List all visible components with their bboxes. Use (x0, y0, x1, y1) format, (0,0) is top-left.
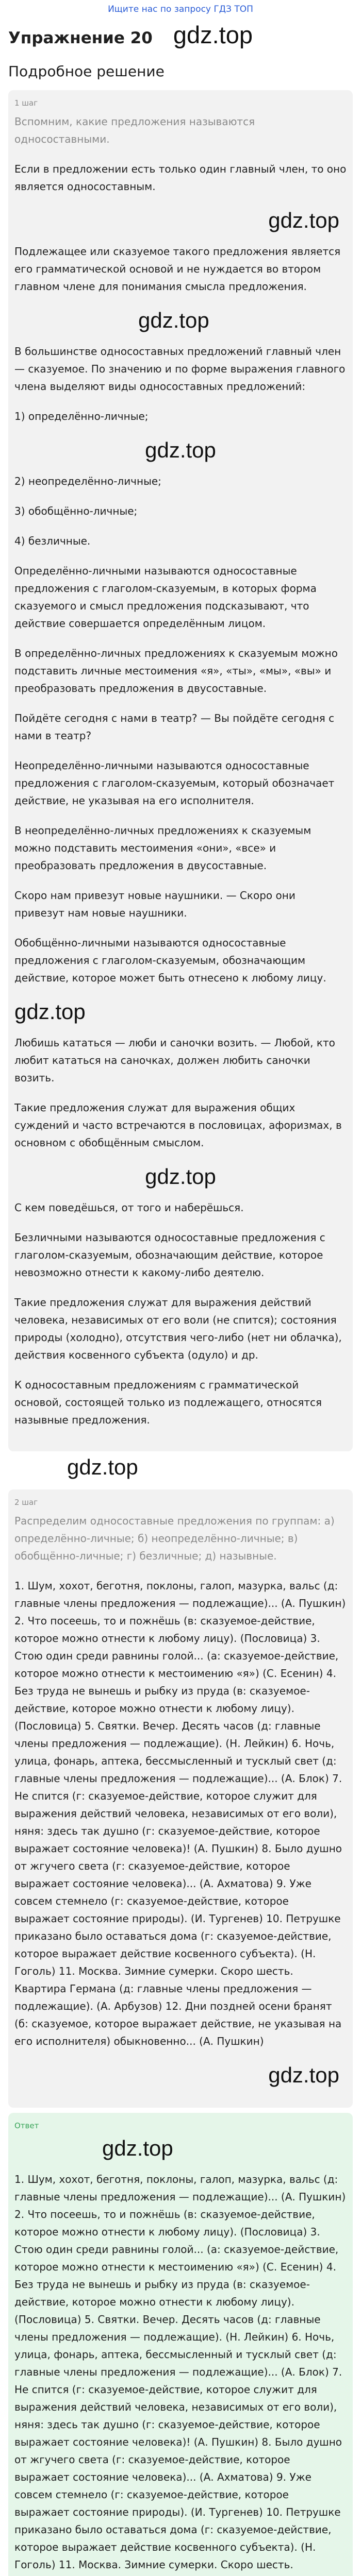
watermark: gdz.top (14, 999, 86, 1024)
step-2-text: 1. Шум, хохот, беготня, поклоны, галоп, мазурка, вальс (д: главные члены предложения — подлежащие)... (А. Пушкин) 2. Что посеешь, то и пожнёшь (в: сказуемое-действие, которое можно отнести к любому лицу). (Пословица) 3. Стою один среди равнины голой... (а: сказуемое-действие, которое можно отнести к местоимению «я») (С. Есенин) 4. Без труда не вынешь и рыбку из пруда (в: сказуемое-действие, которое можно отнести к любому лицу). (Пословица) 5. Святки. Вечер. Десять часов (д: главные члены предложения — подлежащие). (Н. Лейкин) 6. Ночь, улица, фонарь, аптека, бессмысленный и тусклый свет (д: главные члены предложения — подлежащие)... (А. Блок) 7. Не спится (г: сказуемое-действие, которое служит для выражения действий человека, независимых от его воли), няня: здесь так душно (г: сказуемое-действие, которое выражает состояние человека)! (А. Пушкин) 8. Было душно от жгучего света (г: сказуемое-действие, которое выражает состояние человека)... (А. Ахматова) 9. Уже совсем стемнело (г: сказуемое-действие, которое выражает состояние природы). (И. Тургенев) 10. Петрушке приказано было оставаться дома (г: сказуемое-действие, которое выражает действие косвенного субъекта). (Н. Гоголь) 11. Москва. Зимние сумерки. Скоро шесть. Квартира Германа (д: главные члены предложения — подлежащие). (А. Арбузов) 12. Дни поздней осени бранят (б: сказуемое, которое выражает действие, не указывая на его исполнителя) обыкновенно... (А. Пушкин) (14, 1580, 346, 2047)
exercise-title: Упражнение 20 (8, 29, 153, 47)
step-1-example: Скоро нам привезут новые наушники. — Скоро они привезут нам новые наушники. (14, 889, 296, 919)
step-1-intro: Вспомним, какие предложения называются односоставными. (14, 115, 255, 145)
step-1-panel (8, 90, 353, 1451)
step-1-paragraph: Такие предложения служат для выражения общих суждений и часто встречаются в пословицах, афоризмах, в основном с обобщённым смыслом. (14, 1101, 342, 1149)
step-1-paragraph: 3) обобщённо-личные; (14, 505, 138, 517)
step-1-paragraph: 1) определённо-личные; (14, 410, 149, 422)
watermark: gdz.top (138, 308, 209, 332)
step-2-intro: Распределим односоставные предложения по группам: а) определённо-личные; б) неопределённо-личные; в) обобщённо-личные; г) безличные; д) назывные. (14, 1515, 335, 1562)
step-2-panel (8, 1489, 353, 2108)
step-1-paragraph: Если в предложении есть только один главный член, то оно является односоставным. (14, 163, 347, 193)
watermark: gdz.top (268, 208, 339, 232)
search-us-link[interactable]: Ищите нас по запросу ГДЗ ТОП (108, 4, 253, 14)
step-1-paragraph: В большинстве односоставных предложений главный член — сказуемое. По значению и по форме выражения главного члена выделяют виды односоставных предложений: (14, 345, 346, 393)
step-1-paragraph: В неопределённо-личных предложениях к сказуемым можно подставить местоимения «они», «все» и преобразовать предложения в двусоставные. (14, 824, 311, 872)
step-1-paragraph: Подлежащее или сказуемое такого предложения является его грамматической основой и не нуждается во втором главном члене для понимания смысла предложения. (14, 245, 341, 293)
step-2-label: 2 шаг (14, 1498, 38, 1507)
step-1-paragraph: Определённо-личными называются односоставные предложения с глаголом-сказуемым, в которых форма сказуемого и смысл предложения подсказывают, что действие совершается определённым лицом. (14, 565, 317, 630)
step-1-paragraph: Безличными называются односоставные предложения с глаголом-сказуемым, обозначающим действие, которое невозможно отнести к какому-либо деятелю. (14, 1231, 325, 1279)
step-1-example: Пойдёте сегодня с нами в театр? — Вы пойдёте сегодня с нами в театр? (14, 712, 335, 742)
watermark: gdz.top (173, 21, 253, 48)
watermark: gdz.top (145, 1164, 216, 1189)
step-1-paragraph: Обобщённо-личными называются односоставные предложения с глаголом-сказуемым, обозначающим действие, которое может быть отнесено к любому лицу. (14, 937, 326, 984)
watermark: gdz.top (268, 2063, 339, 2087)
step-1-paragraph: Неопределённо-личными называются односоставные предложения с глаголом-сказуемым, который обозначает действие, не указывая на его исполнителя. (14, 759, 335, 807)
answer-panel (8, 2113, 353, 2576)
step-1-paragraph: 4) безличные. (14, 535, 91, 547)
step-1-example: Любишь кататься — люби и саночки возить. — Любой, кто любит кататься на саночках, должен любить саночки возить. (14, 1037, 335, 1084)
step-1-example: С кем поведёшься, от того и наберёшься. (14, 1201, 244, 1214)
answer-text: 1. Шум, хохот, беготня, поклоны, галоп, мазурка, вальс (д: главные члены предложения — подлежащие)... (А. Пушкин) 2. Что посеешь, то и пожнёшь (в: сказуемое-действие, которое можно отнести к любому лицу). (Пословица) 3. Стою один среди равнины голой... (а: сказуемое-действие, которое можно отнести к местоимению «я») (С. Есенин) 4. Без труда не вынешь и рыбку из пруда (в: сказуемое-действие, которое можно отнести к любому лицу). (Пословица) 5. Святки. Вечер. Десять часов (д: главные члены предложения — подлежащие). (Н. Лейкин) 6. Ночь, улица, фонарь, аптека, бессмысленный и тусклый свет (д: главные члены предложения — подлежащие)... (А. Блок) 7. Не спится (г: сказуемое-действие, которое служит для выражения действий человека, независимых от его воли), няня: здесь так душно (г: сказуемое-действие, которое выражает состояние человека)! (А. Пушкин) 8. Было душно от жгучего света (г: сказуемое-действие, которое выражает состояние человека)... (А. Ахматова) 9. Уже совсем стемнело (г: сказуемое-действие, которое выражает состояние природы). (И. Тургенев) 10. Петрушке приказано было оставаться дома (г: сказуемое-действие, которое выражает действие косвенного субъекта). (Н. Гоголь) 11. Москва. Зимние сумерки. Скоро шесть. (14, 2173, 346, 2571)
watermark: gdz.top (145, 438, 216, 462)
answer-label: Ответ (14, 2121, 39, 2130)
section-title: Подробное решение (8, 63, 165, 80)
step-1-label: 1 шаг (14, 98, 38, 108)
exercise-header (0, 21, 361, 54)
step-1-paragraph: К односоставным предложениям с грамматической основой, состоящей только из подлежащего, относятся назывные предложения. (14, 1379, 322, 1426)
step-1-paragraph: В определённо-личных предложениях к сказуемым можно подставить личные местоимения «я», «ты», «мы», «вы» и преобразовать предложения в двусоставные. (14, 647, 338, 694)
watermark: gdz.top (67, 1455, 138, 1479)
step-1-paragraph: Такие предложения служат для выражения действий человека, независимых от его воли (не спится); состояния природы (холодно), отсутствия чего-либо (нет ни облачка), действия косвенного субъекта (одуло) и др. (14, 1296, 342, 1361)
step-1-paragraph: 2) неопределённо-личные; (14, 475, 161, 487)
watermark: gdz.top (102, 2136, 173, 2160)
